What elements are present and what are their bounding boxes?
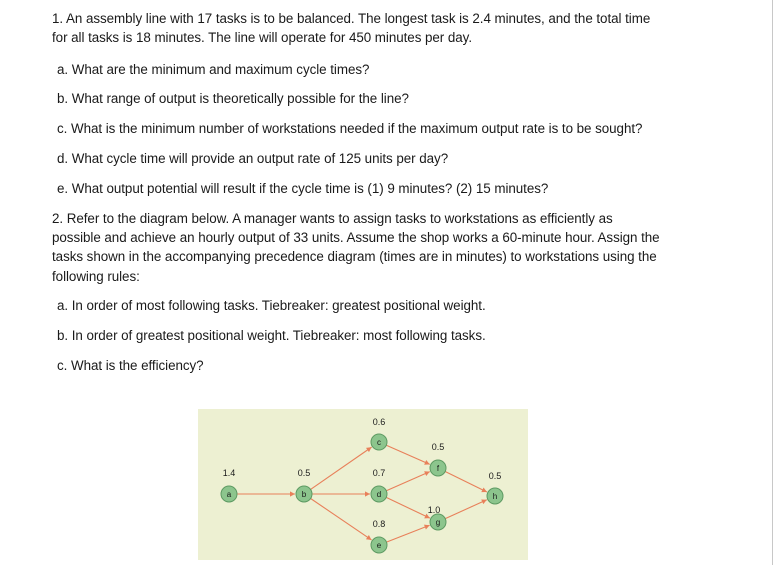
- problem-1-question-d: d. What cycle time will provide an output rate of 125 units per day?: [57, 151, 449, 166]
- task-node-label-g: g: [435, 518, 441, 527]
- problem-1-intro: [52, 9, 650, 47]
- precedence-arrow-d-f: [386, 472, 429, 491]
- precedence-diagram: [198, 409, 528, 560]
- problem-2-intro-line-4: following rules:: [52, 268, 140, 284]
- problem-2-question-b: b. In order of greatest positional weight. Tiebreaker: most following tasks.: [57, 328, 486, 343]
- problem-2-intro: [52, 209, 660, 286]
- precedence-arrow-b-e: [311, 498, 372, 539]
- precedence-arrow-e-g: [386, 525, 429, 542]
- precedence-arrowhead-b-c: [366, 447, 372, 452]
- problem-2-question-c: c. What is the efficiency?: [57, 358, 204, 373]
- precedence-arrow-b-c: [311, 447, 372, 489]
- task-node-label-c: c: [377, 438, 381, 447]
- task-node-d: [371, 486, 387, 502]
- problem-1-question-e: e. What output potential will result if the cycle time is (1) 9 minutes? (2) 15 minutes?: [57, 181, 549, 196]
- problem-2-question-a: a. In order of most following tasks. Tiebreaker: greatest positional weight.: [57, 298, 486, 313]
- task-node-f: [430, 460, 446, 476]
- task-node-label-b: b: [301, 490, 307, 499]
- precedence-arrowhead-b-e: [366, 535, 372, 540]
- precedence-arrow-f-h: [445, 472, 487, 493]
- problem-2-intro-line-3: tasks shown in the accompanying precedence diagram (times are in minutes) to workstations using the: [52, 249, 657, 265]
- problem-1-intro-line-2: for all tasks is 18 minutes. The line will operate for 450 minutes per day.: [52, 30, 472, 46]
- task-node-h: [487, 488, 503, 504]
- task-time-d: 0.7: [372, 468, 386, 478]
- problem-1-question-c: c. What is the minimum number of workstations needed if the maximum output rate is to be sought?: [57, 121, 643, 136]
- task-node-a: [221, 486, 237, 502]
- task-time-h: 0.5: [488, 471, 502, 481]
- task-node-g: [430, 514, 446, 530]
- precedence-arrow-d-g: [386, 497, 430, 518]
- problem-2-intro-line-1: 2. Refer to the diagram below. A manager wants to assign tasks to workstations as efficiently as: [52, 211, 613, 226]
- task-node-c: [371, 434, 387, 450]
- task-time-f: 0.5: [431, 442, 445, 452]
- task-time-b: 0.5: [297, 468, 311, 478]
- task-node-b: [296, 486, 312, 502]
- task-time-a: 1.4: [222, 468, 236, 478]
- task-time-g: 1.0: [427, 505, 441, 515]
- problem-2-intro-line-2: possible and achieve an hourly output of 33 units. Assume the shop works a 60-minute hour. Assign the: [52, 230, 660, 246]
- task-node-label-d: d: [376, 490, 382, 499]
- task-node-label-h: h: [492, 492, 498, 501]
- precedence-arrowhead-b-d: [365, 491, 370, 496]
- task-node-e: [371, 537, 387, 553]
- problem-1-question-b: b. What range of output is theoretically possible for the line?: [57, 91, 409, 106]
- precedence-diagram-svg: [198, 409, 528, 560]
- task-node-label-a: a: [226, 490, 232, 499]
- task-node-label-f: f: [436, 464, 440, 473]
- precedence-arrow-c-f: [386, 445, 429, 464]
- problem-1-intro-line-1: 1. An assembly line with 17 tasks is to be balanced. The longest task is 2.4 minutes, and the total time: [52, 11, 651, 26]
- precedence-arrowhead-a-b: [290, 491, 295, 496]
- precedence-arrow-g-h: [445, 500, 487, 519]
- problem-1-question-a: a. What are the minimum and maximum cycle times?: [57, 62, 370, 77]
- task-node-label-e: e: [376, 541, 382, 550]
- task-time-c: 0.6: [372, 417, 386, 427]
- task-time-e: 0.8: [372, 519, 386, 529]
